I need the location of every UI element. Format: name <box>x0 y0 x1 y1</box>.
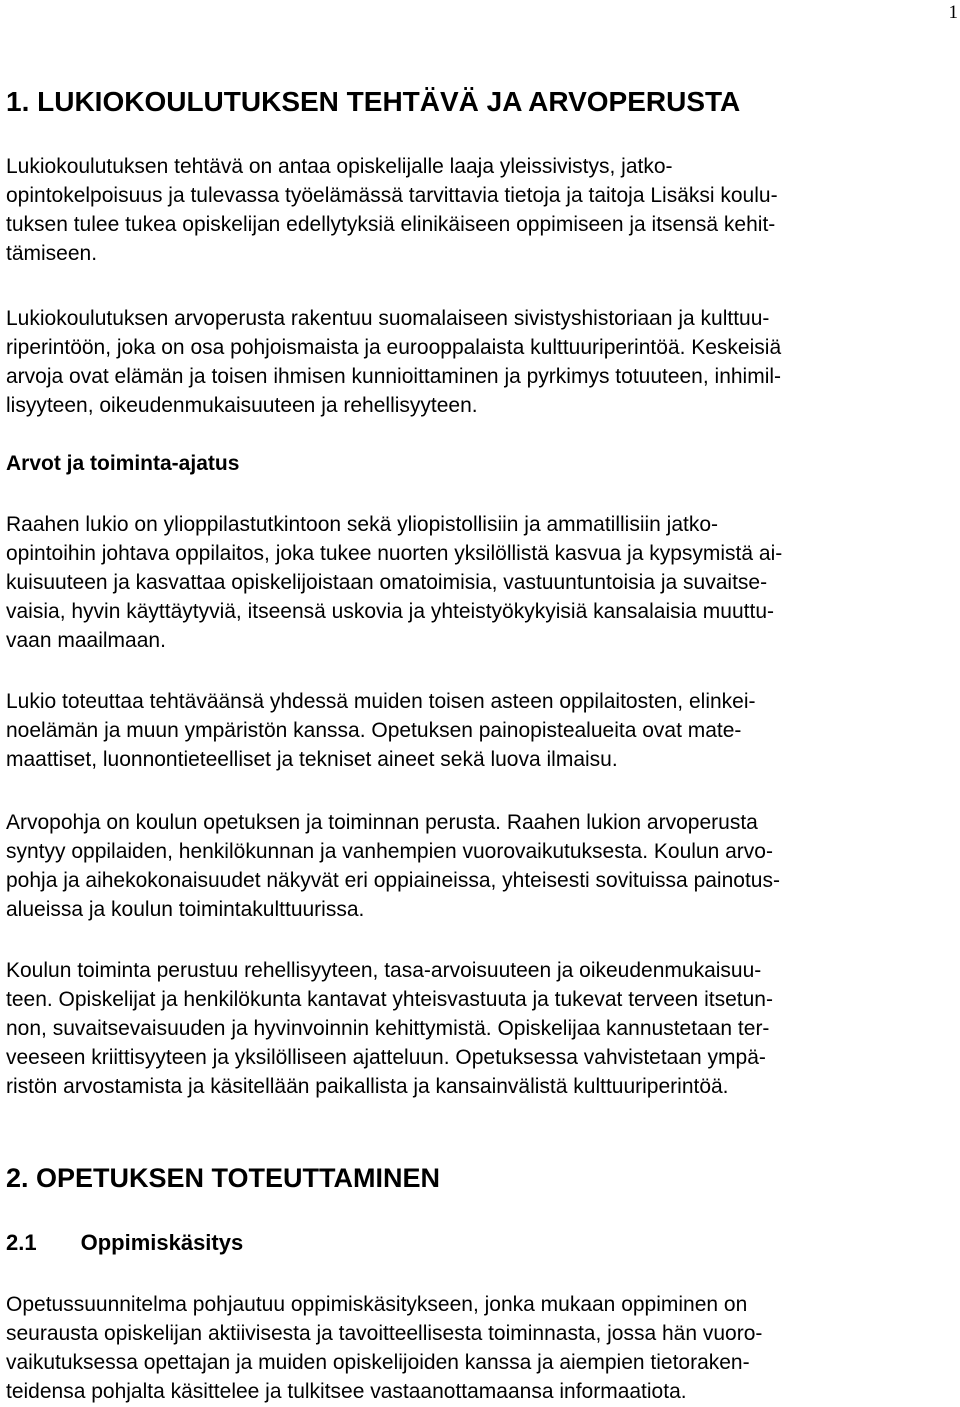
text-line: syntyy oppilaiden, henkilökunnan ja vanhempien vuorovaikutuksesta. Koulun arvo- <box>6 840 773 863</box>
text-line: Lukio toteuttaa tehtäväänsä yhdessä muiden toisen asteen oppilaitosten, elinkei- <box>6 690 756 713</box>
section-2-1-paragraph <box>6 1290 762 1406</box>
text-line: kuisuuteen ja kasvattaa opiskelijoistaan omatoimisia, vastuuntuntoisia ja suvaitse- <box>6 571 768 594</box>
section-2-1-title: Oppimiskäsitys <box>80 1230 244 1255</box>
section-1-paragraph-2 <box>6 304 781 420</box>
text-line: opintoihin johtava oppilaitos, joka tukee nuorten yksilöllistä kasvua ja kypsymistä ai- <box>6 542 783 565</box>
text-line: arvoja ovat elämän ja toisen ihmisen kunnioittaminen ja pyrkimys totuuteen, inhimil- <box>6 365 782 388</box>
text-line: veeseen kriittisyyteen ja yksilölliseen ajatteluun. Opetuksessa vahvistetaan ympä- <box>6 1046 766 1069</box>
text-line: tuksen tulee tukea opiskelijan edellytyksiä elinikäiseen oppimiseen ja itsensä kehit- <box>6 213 776 236</box>
values-heading: Arvot ja toiminta-ajatus <box>6 452 240 475</box>
text-line: teen. Opiskelijat ja henkilökunta kantavat yhteisvastuuta ja tukevat terveen itsetun- <box>6 988 773 1011</box>
section-2-1-number: 2.1 <box>6 1230 37 1255</box>
text-line: tämiseen. <box>6 242 98 265</box>
text-line: Koulun toiminta perustuu rehellisyyteen, tasa-arvoisuuteen ja oikeudenmukaisuu- <box>6 959 762 982</box>
page-number: 1 <box>948 2 958 23</box>
text-line: vaisia, hyvin käyttäytyviä, itseensä uskovia ja yhteistyökykyisiä kansalaisia muuttu- <box>6 600 774 623</box>
text-line: pohja ja aihekokonaisuudet näkyvät eri oppiaineissa, yhteisesti sovituissa painotus- <box>6 869 780 892</box>
text-line: Opetussuunnitelma pohjautuu oppimiskäsitykseen, jonka mukaan oppiminen on <box>6 1293 748 1316</box>
section-1-heading: 1. LUKIOKOULUTUKSEN TEHTÄVÄ JA ARVOPERUSTA <box>6 86 741 117</box>
text-line: Lukiokoulutuksen arvoperusta rakentuu suomalaiseen sivistyshistoriaan ja kulttuu- <box>6 307 770 330</box>
text-line: teidensa pohjalta käsittelee ja tulkitsee vastaanottamaansa informaatiota. <box>6 1380 687 1403</box>
text-line: Arvopohja on koulun opetuksen ja toiminnan perusta. Raahen lukion arvoperusta <box>6 811 758 834</box>
section-2-heading: 2. OPETUKSEN TOTEUTTAMINEN <box>6 1163 441 1193</box>
text-line: riperintöön, joka on osa pohjoismaista ja eurooppalaista kulttuuriperintöä. Keskeisiä <box>6 336 782 359</box>
text-line: maattiset, luonnontieteelliset ja tekniset aineet sekä luova ilmaisu. <box>6 748 618 771</box>
text-line: Lukiokoulutuksen tehtävä on antaa opiskelijalle laaja yleissivistys, jatko- <box>6 155 673 178</box>
values-paragraph-2 <box>6 687 756 774</box>
text-line: vaan maailmaan. <box>6 629 166 652</box>
section-2-1-heading <box>6 1230 243 1256</box>
section-1-paragraph-1 <box>6 152 778 268</box>
values-paragraph-4 <box>6 956 773 1101</box>
text-line: seurausta opiskelijan aktiivisesta ja tavoitteellisesta toiminnasta, jossa hän vuoro- <box>6 1322 763 1345</box>
text-line: noelämän ja muun ympäristön kanssa. Opetuksen painopistealueita ovat mate- <box>6 719 742 742</box>
text-line: lisyyteen, oikeudenmukaisuuteen ja rehellisyyteen. <box>6 394 478 417</box>
values-paragraph-3 <box>6 808 780 924</box>
text-line: vaikutuksessa opettajan ja muiden opiskelijoiden kanssa ja aiempien tietoraken- <box>6 1351 750 1374</box>
values-paragraph-1 <box>6 510 782 655</box>
text-line: ristön arvostamista ja käsitellään paikallista ja kansainvälistä kulttuuriperintöä. <box>6 1075 729 1098</box>
text-line: alueissa ja koulun toimintakulttuurissa. <box>6 898 365 921</box>
text-line: non, suvaitsevaisuuden ja hyvinvoinnin kehittymistä. Opiskelijaa kannustetaan ter- <box>6 1017 770 1040</box>
text-line: Raahen lukio on ylioppilastutkintoon sekä yliopistollisiin ja ammatillisiin jatko- <box>6 513 719 536</box>
text-line: opintokelpoisuus ja tulevassa työelämässä tarvittavia tietoja ja taitoja Lisäksi koulu- <box>6 184 778 207</box>
